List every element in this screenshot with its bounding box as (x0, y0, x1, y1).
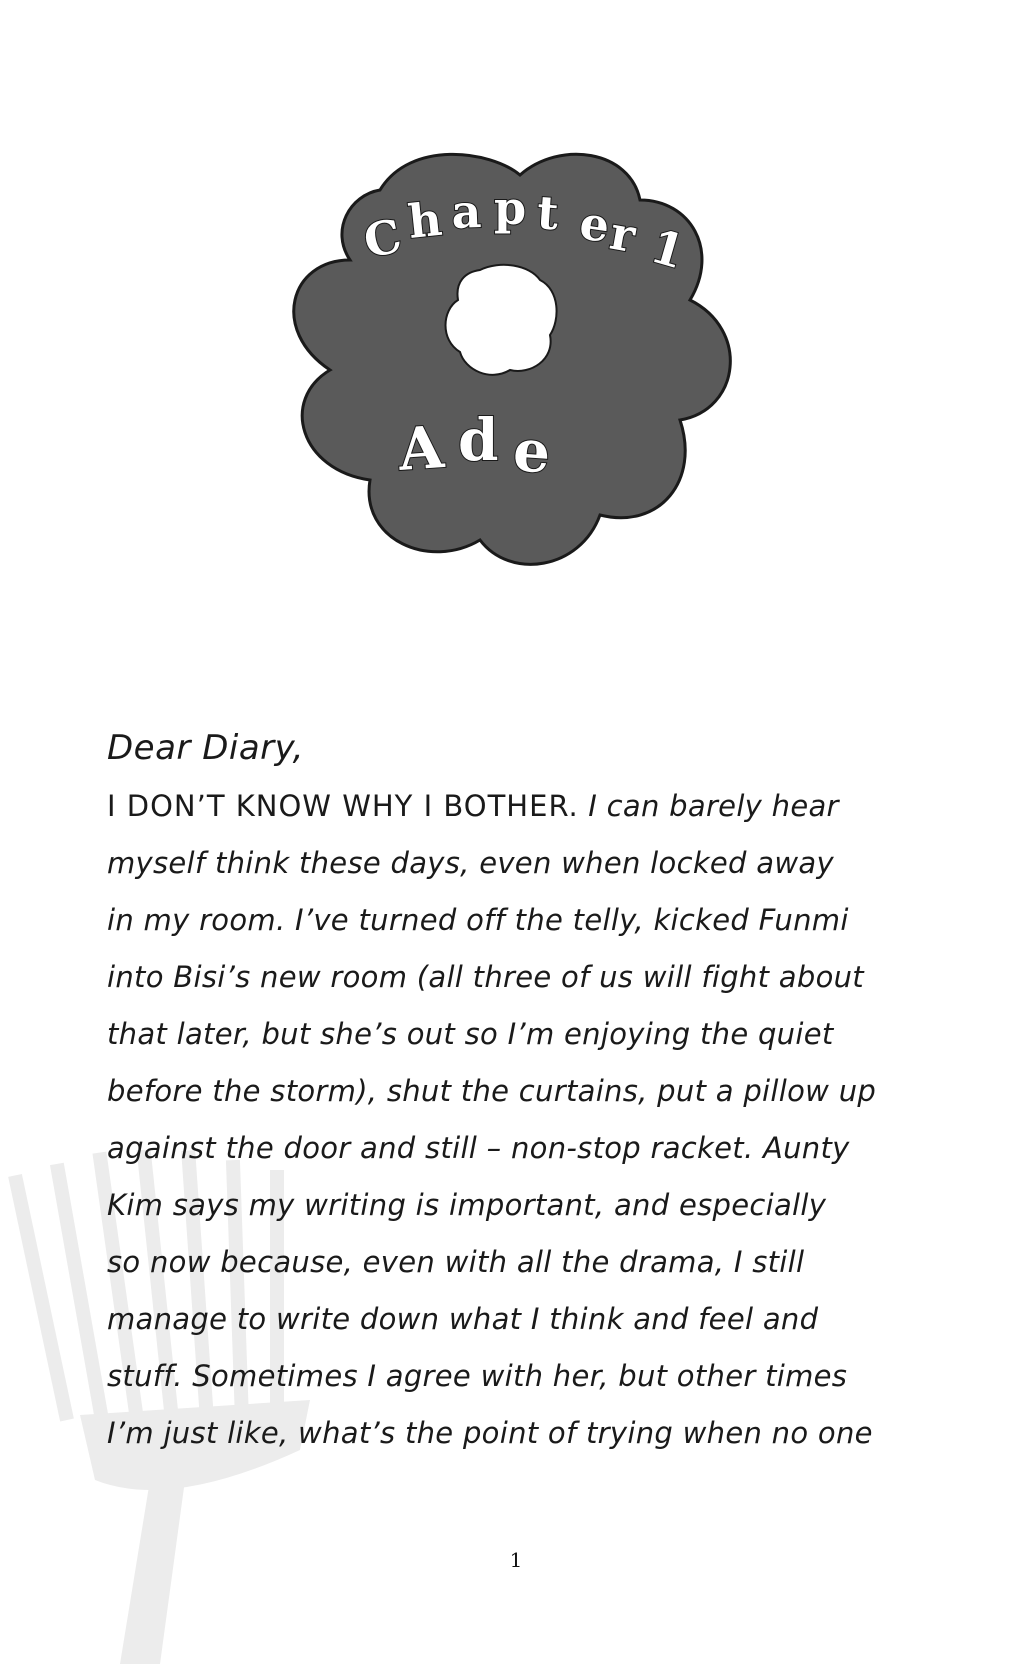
diary-first-line-rest: I can barely hear (578, 789, 839, 823)
diary-greeting: Dear Diary, (107, 728, 304, 768)
diary-line: against the door and still – non-stop racket. Aunty (107, 1131, 850, 1165)
diary-line (107, 778, 907, 835)
chapter-label-letter: p (494, 181, 527, 235)
badge-hole (446, 265, 557, 375)
diary-line: I’m just like, what’s the point of trying when no one (107, 1416, 873, 1450)
chapter-name-letter: d (458, 406, 499, 474)
diary-line: myself think these days, even when locked away (107, 846, 834, 880)
diary-line: so now because, even with all the drama, I still (107, 1245, 805, 1279)
diary-line: into Bisi’s new room (all three of us will fight about (107, 960, 864, 994)
diary-line: Kim says my writing is important, and especially (107, 1188, 827, 1222)
diary-line: stuff. Sometimes I agree with her, but other times (107, 1359, 848, 1393)
chapter-label-letter: r (606, 205, 640, 264)
chapter-label-letter: e (576, 195, 613, 253)
diary-line: that later, but she’s out so I’m enjoying the quiet (107, 1017, 834, 1051)
chapter-label-letter: t (535, 185, 561, 241)
chapter-name-letter: e (511, 416, 553, 487)
chapter-label-letter: h (405, 191, 445, 249)
chapter-name-letter: A (396, 412, 446, 484)
diary-line: in my room. I’ve turned off the telly, kicked Funmi (107, 903, 849, 937)
chapter-label-letter: 1 (644, 218, 691, 280)
chapter-label-letter: a (450, 183, 483, 239)
chapter-label-letter: C (359, 208, 407, 269)
diary-line: before the storm), shut the curtains, put a pillow up (107, 1074, 877, 1108)
comb-handle (120, 1480, 185, 1664)
chapter-badge (260, 120, 760, 600)
page-number: 1 (509, 1548, 523, 1572)
diary-entry (107, 718, 907, 1462)
diary-lead-in: I DON’T KNOW WHY I BOTHER. (107, 789, 579, 823)
diary-line: manage to write down what I think and feel and (107, 1302, 819, 1336)
